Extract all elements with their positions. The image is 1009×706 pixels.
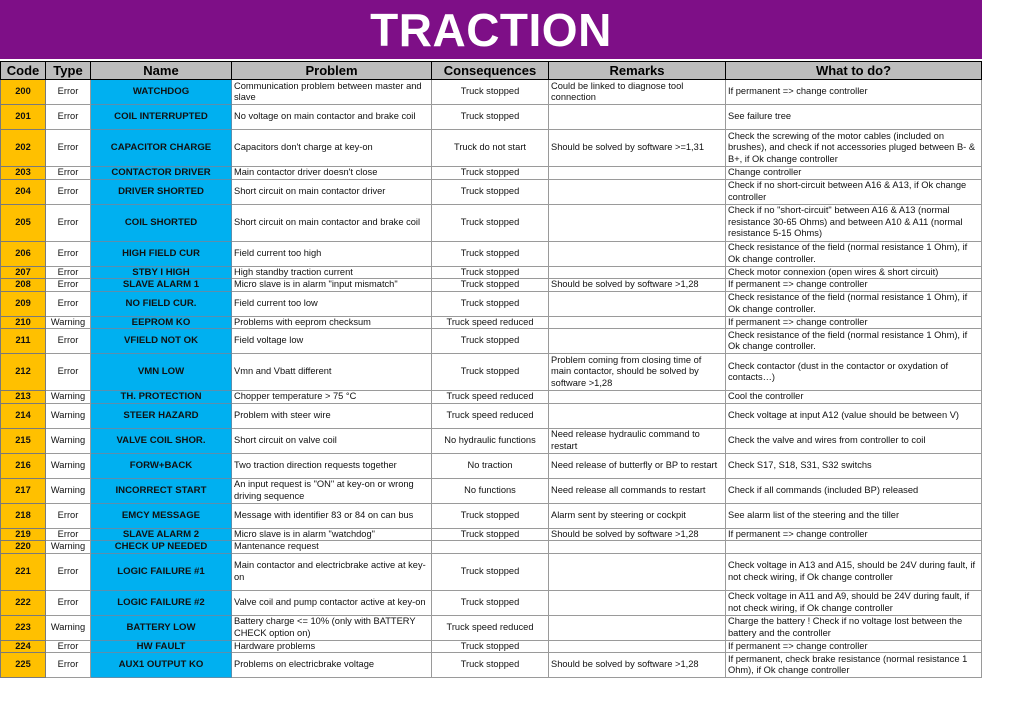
cell-code: 215 bbox=[1, 428, 46, 453]
cell-action: Check resistance of the field (normal resistance 1 Ohm), if Ok change controller. bbox=[726, 241, 982, 266]
cell-action: If permanent => change controller bbox=[726, 316, 982, 329]
cell-consequences: Truck stopped bbox=[432, 291, 549, 316]
cell-code: 208 bbox=[1, 279, 46, 292]
table-row bbox=[1, 329, 982, 354]
cell-consequences: Truck stopped bbox=[432, 503, 549, 528]
cell-code: 211 bbox=[1, 329, 46, 354]
cell-type: Error bbox=[46, 105, 91, 130]
cell-type: Error bbox=[46, 279, 91, 292]
cell-remarks: Alarm sent by steering or cockpit bbox=[549, 503, 726, 528]
col-header-name: Name bbox=[91, 62, 232, 80]
cell-code: 206 bbox=[1, 241, 46, 266]
cell-action: Check motor connexion (open wires & short circuit) bbox=[726, 266, 982, 279]
cell-remarks bbox=[549, 391, 726, 404]
cell-name: VALVE COIL SHOR. bbox=[91, 428, 232, 453]
cell-problem: Field current too high bbox=[232, 241, 432, 266]
cell-type: Error bbox=[46, 204, 91, 241]
cell-name: VMN LOW bbox=[91, 354, 232, 391]
table-row bbox=[1, 291, 982, 316]
cell-remarks bbox=[549, 403, 726, 428]
cell-code: 222 bbox=[1, 590, 46, 615]
cell-consequences: Truck do not start bbox=[432, 130, 549, 167]
cell-type: Error bbox=[46, 130, 91, 167]
cell-remarks bbox=[549, 204, 726, 241]
cell-code: 221 bbox=[1, 553, 46, 590]
cell-type: Error bbox=[46, 640, 91, 653]
cell-type: Error bbox=[46, 167, 91, 180]
cell-consequences: Truck stopped bbox=[432, 590, 549, 615]
cell-action: See alarm list of the steering and the tiller bbox=[726, 503, 982, 528]
cell-remarks bbox=[549, 329, 726, 354]
cell-consequences: Truck stopped bbox=[432, 553, 549, 590]
cell-type: Warning bbox=[46, 615, 91, 640]
cell-problem: Two traction direction requests together bbox=[232, 453, 432, 478]
cell-action: If permanent, check brake resistance (normal resistance 1 Ohm), if Ok change controller bbox=[726, 653, 982, 678]
cell-name: INCORRECT START bbox=[91, 478, 232, 503]
table-row bbox=[1, 391, 982, 404]
cell-name: CONTACTOR DRIVER bbox=[91, 167, 232, 180]
cell-action: Check resistance of the field (normal resistance 1 Ohm), if Ok change controller. bbox=[726, 291, 982, 316]
cell-problem: Main contactor and electricbrake active at key-on bbox=[232, 553, 432, 590]
cell-type: Warning bbox=[46, 403, 91, 428]
cell-problem: Mantenance request bbox=[232, 541, 432, 554]
cell-code: 213 bbox=[1, 391, 46, 404]
cell-type: Warning bbox=[46, 541, 91, 554]
col-header-action: What to do? bbox=[726, 62, 982, 80]
cell-code: 210 bbox=[1, 316, 46, 329]
cell-consequences: Truck speed reduced bbox=[432, 403, 549, 428]
cell-problem: Problem with steer wire bbox=[232, 403, 432, 428]
cell-type: Error bbox=[46, 653, 91, 678]
cell-code: 209 bbox=[1, 291, 46, 316]
cell-consequences: Truck speed reduced bbox=[432, 391, 549, 404]
cell-action: Check voltage in A13 and A15, should be 24V during fault, if not check wiring, if Ok change controller bbox=[726, 553, 982, 590]
cell-action: See failure tree bbox=[726, 105, 982, 130]
table-row bbox=[1, 279, 982, 292]
cell-remarks bbox=[549, 541, 726, 554]
cell-type: Warning bbox=[46, 453, 91, 478]
cell-problem: Micro slave is in alarm "input mismatch" bbox=[232, 279, 432, 292]
cell-name: HW FAULT bbox=[91, 640, 232, 653]
table-row bbox=[1, 590, 982, 615]
table-row bbox=[1, 167, 982, 180]
cell-name: STEER HAZARD bbox=[91, 403, 232, 428]
cell-name: CHECK UP NEEDED bbox=[91, 541, 232, 554]
cell-code: 204 bbox=[1, 179, 46, 204]
cell-name: COIL SHORTED bbox=[91, 204, 232, 241]
cell-type: Warning bbox=[46, 316, 91, 329]
cell-action: Check if all commands (included BP) released bbox=[726, 478, 982, 503]
cell-name: FORW+BACK bbox=[91, 453, 232, 478]
table-row bbox=[1, 80, 982, 105]
cell-type: Warning bbox=[46, 391, 91, 404]
cell-consequences: Truck stopped bbox=[432, 204, 549, 241]
cell-consequences: Truck stopped bbox=[432, 266, 549, 279]
cell-consequences: No functions bbox=[432, 478, 549, 503]
cell-code: 216 bbox=[1, 453, 46, 478]
table-row bbox=[1, 503, 982, 528]
cell-problem: Vmn and Vbatt different bbox=[232, 354, 432, 391]
cell-name: HIGH FIELD CUR bbox=[91, 241, 232, 266]
cell-name: LOGIC FAILURE #1 bbox=[91, 553, 232, 590]
error-code-table bbox=[0, 61, 982, 678]
cell-problem: Problems on electricbrake voltage bbox=[232, 653, 432, 678]
table-row bbox=[1, 105, 982, 130]
cell-consequences: Truck stopped bbox=[432, 354, 549, 391]
cell-problem: Micro slave is in alarm "watchdog" bbox=[232, 528, 432, 541]
cell-action: Change controller bbox=[726, 167, 982, 180]
cell-type: Error bbox=[46, 503, 91, 528]
cell-action: If permanent => change controller bbox=[726, 640, 982, 653]
cell-name: WATCHDOG bbox=[91, 80, 232, 105]
cell-type: Error bbox=[46, 291, 91, 316]
cell-action: Check if no "short-circuit" between A16 & A13 (normal resistance 30-65 Ohms) and between A10 & A11 (normal resistance 5-15 Ohms) bbox=[726, 204, 982, 241]
cell-problem: Short circuit on main contactor and brake coil bbox=[232, 204, 432, 241]
cell-remarks bbox=[549, 316, 726, 329]
cell-name: EMCY MESSAGE bbox=[91, 503, 232, 528]
cell-remarks bbox=[549, 241, 726, 266]
cell-code: 201 bbox=[1, 105, 46, 130]
cell-problem: Chopper temperature > 75 °C bbox=[232, 391, 432, 404]
cell-remarks: Need release hydraulic command to restart bbox=[549, 428, 726, 453]
cell-name: BATTERY LOW bbox=[91, 615, 232, 640]
cell-type: Error bbox=[46, 241, 91, 266]
cell-code: 218 bbox=[1, 503, 46, 528]
col-header-type: Type bbox=[46, 62, 91, 80]
cell-code: 223 bbox=[1, 615, 46, 640]
cell-remarks: Need release all commands to restart bbox=[549, 478, 726, 503]
cell-name: SLAVE ALARM 2 bbox=[91, 528, 232, 541]
title-banner bbox=[0, 0, 982, 59]
cell-code: 202 bbox=[1, 130, 46, 167]
cell-action: Check resistance of the field (normal resistance 1 Ohm), if Ok change controller. bbox=[726, 329, 982, 354]
cell-action: If permanent => change controller bbox=[726, 80, 982, 105]
cell-remarks bbox=[549, 105, 726, 130]
cell-type: Warning bbox=[46, 428, 91, 453]
cell-consequences: Truck stopped bbox=[432, 105, 549, 130]
table-row bbox=[1, 615, 982, 640]
col-header-remarks: Remarks bbox=[549, 62, 726, 80]
cell-type: Error bbox=[46, 528, 91, 541]
cell-consequences: No hydraulic functions bbox=[432, 428, 549, 453]
cell-remarks bbox=[549, 640, 726, 653]
cell-consequences: Truck stopped bbox=[432, 528, 549, 541]
cell-remarks bbox=[549, 615, 726, 640]
cell-name: NO FIELD CUR. bbox=[91, 291, 232, 316]
cell-type: Error bbox=[46, 179, 91, 204]
cell-name: AUX1 OUTPUT KO bbox=[91, 653, 232, 678]
cell-name: CAPACITOR CHARGE bbox=[91, 130, 232, 167]
cell-problem: Field current too low bbox=[232, 291, 432, 316]
cell-action: Charge the battery ! Check if no voltage lost between the battery and the controller bbox=[726, 615, 982, 640]
cell-code: 203 bbox=[1, 167, 46, 180]
table-row bbox=[1, 428, 982, 453]
cell-name: STBY I HIGH bbox=[91, 266, 232, 279]
cell-code: 212 bbox=[1, 354, 46, 391]
cell-action: Check voltage at input A12 (value should be between V) bbox=[726, 403, 982, 428]
cell-problem: Short circuit on main contactor driver bbox=[232, 179, 432, 204]
cell-code: 217 bbox=[1, 478, 46, 503]
cell-problem: Valve coil and pump contactor active at key-on bbox=[232, 590, 432, 615]
cell-consequences: Truck stopped bbox=[432, 179, 549, 204]
table-row bbox=[1, 179, 982, 204]
cell-problem: Hardware problems bbox=[232, 640, 432, 653]
cell-name: VFIELD NOT OK bbox=[91, 329, 232, 354]
table-row bbox=[1, 130, 982, 167]
table-row bbox=[1, 241, 982, 266]
cell-code: 205 bbox=[1, 204, 46, 241]
table-row bbox=[1, 541, 982, 554]
cell-consequences: Truck stopped bbox=[432, 279, 549, 292]
cell-remarks: Should be solved by software >=1,31 bbox=[549, 130, 726, 167]
cell-remarks: Should be solved by software >1,28 bbox=[549, 279, 726, 292]
cell-remarks bbox=[549, 291, 726, 316]
table-row bbox=[1, 316, 982, 329]
cell-type: Error bbox=[46, 80, 91, 105]
cell-name: LOGIC FAILURE #2 bbox=[91, 590, 232, 615]
cell-remarks: Should be solved by software >1,28 bbox=[549, 653, 726, 678]
cell-action: Check contactor (dust in the contactor or oxydation of contacts…) bbox=[726, 354, 982, 391]
table-body bbox=[1, 80, 982, 678]
table-row bbox=[1, 478, 982, 503]
cell-action: Check voltage in A11 and A9, should be 24V during fault, if not check wiring, if Ok change controller bbox=[726, 590, 982, 615]
cell-consequences: Truck stopped bbox=[432, 640, 549, 653]
cell-consequences: Truck stopped bbox=[432, 329, 549, 354]
cell-code: 207 bbox=[1, 266, 46, 279]
cell-code: 220 bbox=[1, 541, 46, 554]
cell-type: Error bbox=[46, 553, 91, 590]
cell-name: DRIVER SHORTED bbox=[91, 179, 232, 204]
table-row bbox=[1, 528, 982, 541]
table-row bbox=[1, 653, 982, 678]
cell-action bbox=[726, 541, 982, 554]
cell-problem: Communication problem between master and slave bbox=[232, 80, 432, 105]
cell-type: Error bbox=[46, 354, 91, 391]
cell-action: Check the screwing of the motor cables (included on brushes), and check if not accessories pluged between B- & B+, if Ok change controller bbox=[726, 130, 982, 167]
cell-code: 214 bbox=[1, 403, 46, 428]
table-row bbox=[1, 453, 982, 478]
cell-name: SLAVE ALARM 1 bbox=[91, 279, 232, 292]
cell-action: Cool the controller bbox=[726, 391, 982, 404]
cell-problem: Capacitors don't charge at key-on bbox=[232, 130, 432, 167]
cell-problem: Problems with eeprom checksum bbox=[232, 316, 432, 329]
cell-problem: Message with identifier 83 or 84 on can bus bbox=[232, 503, 432, 528]
cell-remarks bbox=[549, 590, 726, 615]
cell-remarks bbox=[549, 553, 726, 590]
cell-action: Check if no short-circuit between A16 & A13, if Ok change controller bbox=[726, 179, 982, 204]
col-header-code: Code bbox=[1, 62, 46, 80]
cell-code: 200 bbox=[1, 80, 46, 105]
cell-problem: Main contactor driver doesn't close bbox=[232, 167, 432, 180]
table-row bbox=[1, 403, 982, 428]
cell-problem: Field voltage low bbox=[232, 329, 432, 354]
col-header-problem: Problem bbox=[232, 62, 432, 80]
cell-remarks: Need release of butterfly or BP to restart bbox=[549, 453, 726, 478]
cell-consequences: No traction bbox=[432, 453, 549, 478]
cell-consequences: Truck stopped bbox=[432, 167, 549, 180]
cell-type: Error bbox=[46, 329, 91, 354]
cell-consequences: Truck stopped bbox=[432, 80, 549, 105]
cell-problem: Short circuit on valve coil bbox=[232, 428, 432, 453]
table-row bbox=[1, 553, 982, 590]
cell-name: COIL INTERRUPTED bbox=[91, 105, 232, 130]
col-header-consequences: Consequences bbox=[432, 62, 549, 80]
cell-name: EEPROM KO bbox=[91, 316, 232, 329]
cell-remarks bbox=[549, 179, 726, 204]
cell-remarks bbox=[549, 167, 726, 180]
table-row bbox=[1, 204, 982, 241]
cell-consequences: Truck speed reduced bbox=[432, 316, 549, 329]
cell-code: 225 bbox=[1, 653, 46, 678]
cell-problem: An input request is "ON" at key-on or wrong driving sequence bbox=[232, 478, 432, 503]
cell-type: Error bbox=[46, 266, 91, 279]
cell-remarks: Should be solved by software >1,28 bbox=[549, 528, 726, 541]
table-row bbox=[1, 640, 982, 653]
cell-consequences: Truck stopped bbox=[432, 241, 549, 266]
cell-type: Error bbox=[46, 590, 91, 615]
cell-remarks: Problem coming from closing time of main contactor, should be solved by software >1,28 bbox=[549, 354, 726, 391]
cell-consequences: Truck stopped bbox=[432, 653, 549, 678]
cell-code: 219 bbox=[1, 528, 46, 541]
page-title: TRACTION bbox=[370, 3, 612, 56]
table-row bbox=[1, 266, 982, 279]
cell-problem: No voltage on main contactor and brake coil bbox=[232, 105, 432, 130]
cell-name: TH. PROTECTION bbox=[91, 391, 232, 404]
cell-remarks bbox=[549, 266, 726, 279]
cell-consequences bbox=[432, 541, 549, 554]
cell-problem: High standby traction current bbox=[232, 266, 432, 279]
cell-consequences: Truck speed reduced bbox=[432, 615, 549, 640]
cell-type: Warning bbox=[46, 478, 91, 503]
cell-code: 224 bbox=[1, 640, 46, 653]
cell-remarks: Could be linked to diagnose tool connection bbox=[549, 80, 726, 105]
table-row bbox=[1, 354, 982, 391]
cell-problem: Battery charge <= 10% (only with BATTERY CHECK option on) bbox=[232, 615, 432, 640]
cell-action: If permanent => change controller bbox=[726, 279, 982, 292]
header-row bbox=[1, 62, 982, 80]
cell-action: If permanent => change controller bbox=[726, 528, 982, 541]
cell-action: Check the valve and wires from controller to coil bbox=[726, 428, 982, 453]
cell-action: Check S17, S18, S31, S32 switchs bbox=[726, 453, 982, 478]
